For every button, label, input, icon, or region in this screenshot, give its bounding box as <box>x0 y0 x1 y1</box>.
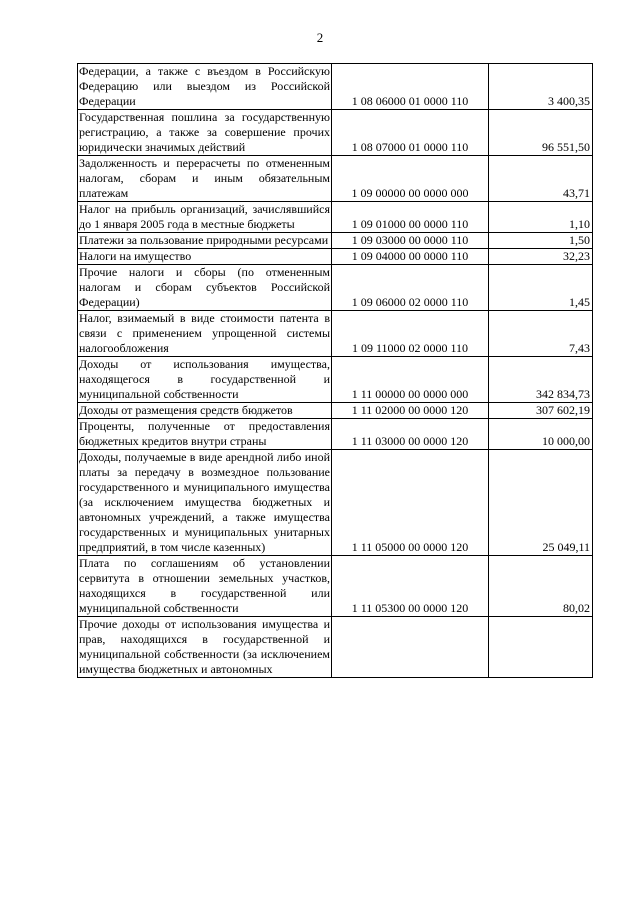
budget-code-cell: 1 09 00000 00 0000 000 <box>332 156 489 202</box>
budget-code-cell: 1 11 00000 00 0000 000 <box>332 357 489 403</box>
budget-code-cell <box>332 617 489 678</box>
revenue-name-cell: Платежи за пользование природными ресурсами <box>78 233 332 249</box>
amount-cell: 96 551,50 <box>489 110 593 156</box>
table-row <box>78 156 593 202</box>
amount-cell: 7,43 <box>489 311 593 357</box>
amount-cell: 25 049,11 <box>489 450 593 556</box>
budget-code-cell: 1 09 04000 00 0000 110 <box>332 249 489 265</box>
revenue-name-cell: Прочие доходы от использования имущества и прав, находящихся в государственной и муниципальной собственности (за исключением имущества бюджетных и автономных <box>79 617 330 676</box>
table-row <box>78 265 593 311</box>
table-row <box>78 249 593 265</box>
revenue-name-cell: Доходы от использования имущества, находящегося в государственной и муниципальной собственности <box>79 357 330 401</box>
table-row <box>78 64 593 110</box>
budget-code-cell: 1 11 02000 00 0000 120 <box>332 403 489 419</box>
budget-code-cell: 1 09 11000 02 0000 110 <box>332 311 489 357</box>
amount-cell: 1,10 <box>489 202 593 233</box>
revenue-name-cell: Налог на прибыль организаций, зачислявшийся до 1 января 2005 года в местные бюджеты <box>79 202 330 231</box>
revenue-name-cell: Задолженность и перерасчеты по отмененным налогам, сборам и иным обязательным платежам <box>79 156 330 200</box>
revenue-name-cell: Государственная пошлина за государственную регистрацию, а также за совершение прочих юридически значимых действий <box>79 110 330 154</box>
budget-code-cell: 1 11 05300 00 0000 120 <box>332 556 489 617</box>
amount-cell: 342 834,73 <box>489 357 593 403</box>
revenue-name-cell: Налоги на имущество <box>78 249 332 265</box>
table-row <box>78 110 593 156</box>
revenue-name-cell: Доходы от размещения средств бюджетов <box>78 403 332 419</box>
revenue-name-cell: Доходы, получаемые в виде арендной либо иной платы за передачу в возмездное пользование государственного и муниципального имущества (за исключением имущества бюджетных и автономных учреждений, а также имущества государственных и муниципальных унитарных предприятий, в том числе казенных) <box>79 450 330 554</box>
amount-cell: 32,23 <box>489 249 593 265</box>
budget-code-cell: 1 08 07000 01 0000 110 <box>332 110 489 156</box>
table-row <box>78 357 593 403</box>
amount-cell: 1,45 <box>489 265 593 311</box>
table-row <box>78 311 593 357</box>
table-row <box>78 556 593 617</box>
amount-cell <box>489 617 593 678</box>
revenue-name-cell: Проценты, полученные от предоставления бюджетных кредитов внутри страны <box>79 419 330 448</box>
revenue-table <box>77 63 593 678</box>
budget-code-cell: 1 09 06000 02 0000 110 <box>332 265 489 311</box>
amount-cell: 1,50 <box>489 233 593 249</box>
amount-cell: 43,71 <box>489 156 593 202</box>
page-number: 2 <box>316 30 324 45</box>
budget-code-cell: 1 09 01000 00 0000 110 <box>332 202 489 233</box>
revenue-name-cell: Прочие налоги и сборы (по отмененным налогам и сборам субъектов Российской Федерации) <box>79 265 330 309</box>
budget-code-cell: 1 11 03000 00 0000 120 <box>332 419 489 450</box>
amount-cell: 10 000,00 <box>489 419 593 450</box>
table-row <box>78 202 593 233</box>
budget-code-cell: 1 11 05000 00 0000 120 <box>332 450 489 556</box>
revenue-name-cell: Федерации, а также с въездом в Российскую Федерацию или выездом из Российской Федерации <box>79 64 330 108</box>
table-row <box>78 403 593 419</box>
table-body <box>78 64 593 678</box>
budget-code-cell: 1 09 03000 00 0000 110 <box>332 233 489 249</box>
table-row <box>78 617 593 678</box>
table-row <box>78 233 593 249</box>
revenue-name-cell: Плата по соглашениям об установлении сервитута в отношении земельных участков, находящихся в государственной или муниципальной собственности <box>79 556 330 615</box>
budget-code-cell: 1 08 06000 01 0000 110 <box>332 64 489 110</box>
revenue-name-cell: Налог, взимаемый в виде стоимости патента в связи с применением упрощенной системы налогообложения <box>79 311 330 355</box>
amount-cell: 3 400,35 <box>489 64 593 110</box>
table-row <box>78 450 593 556</box>
amount-cell: 80,02 <box>489 556 593 617</box>
table-row <box>78 419 593 450</box>
amount-cell: 307 602,19 <box>489 403 593 419</box>
